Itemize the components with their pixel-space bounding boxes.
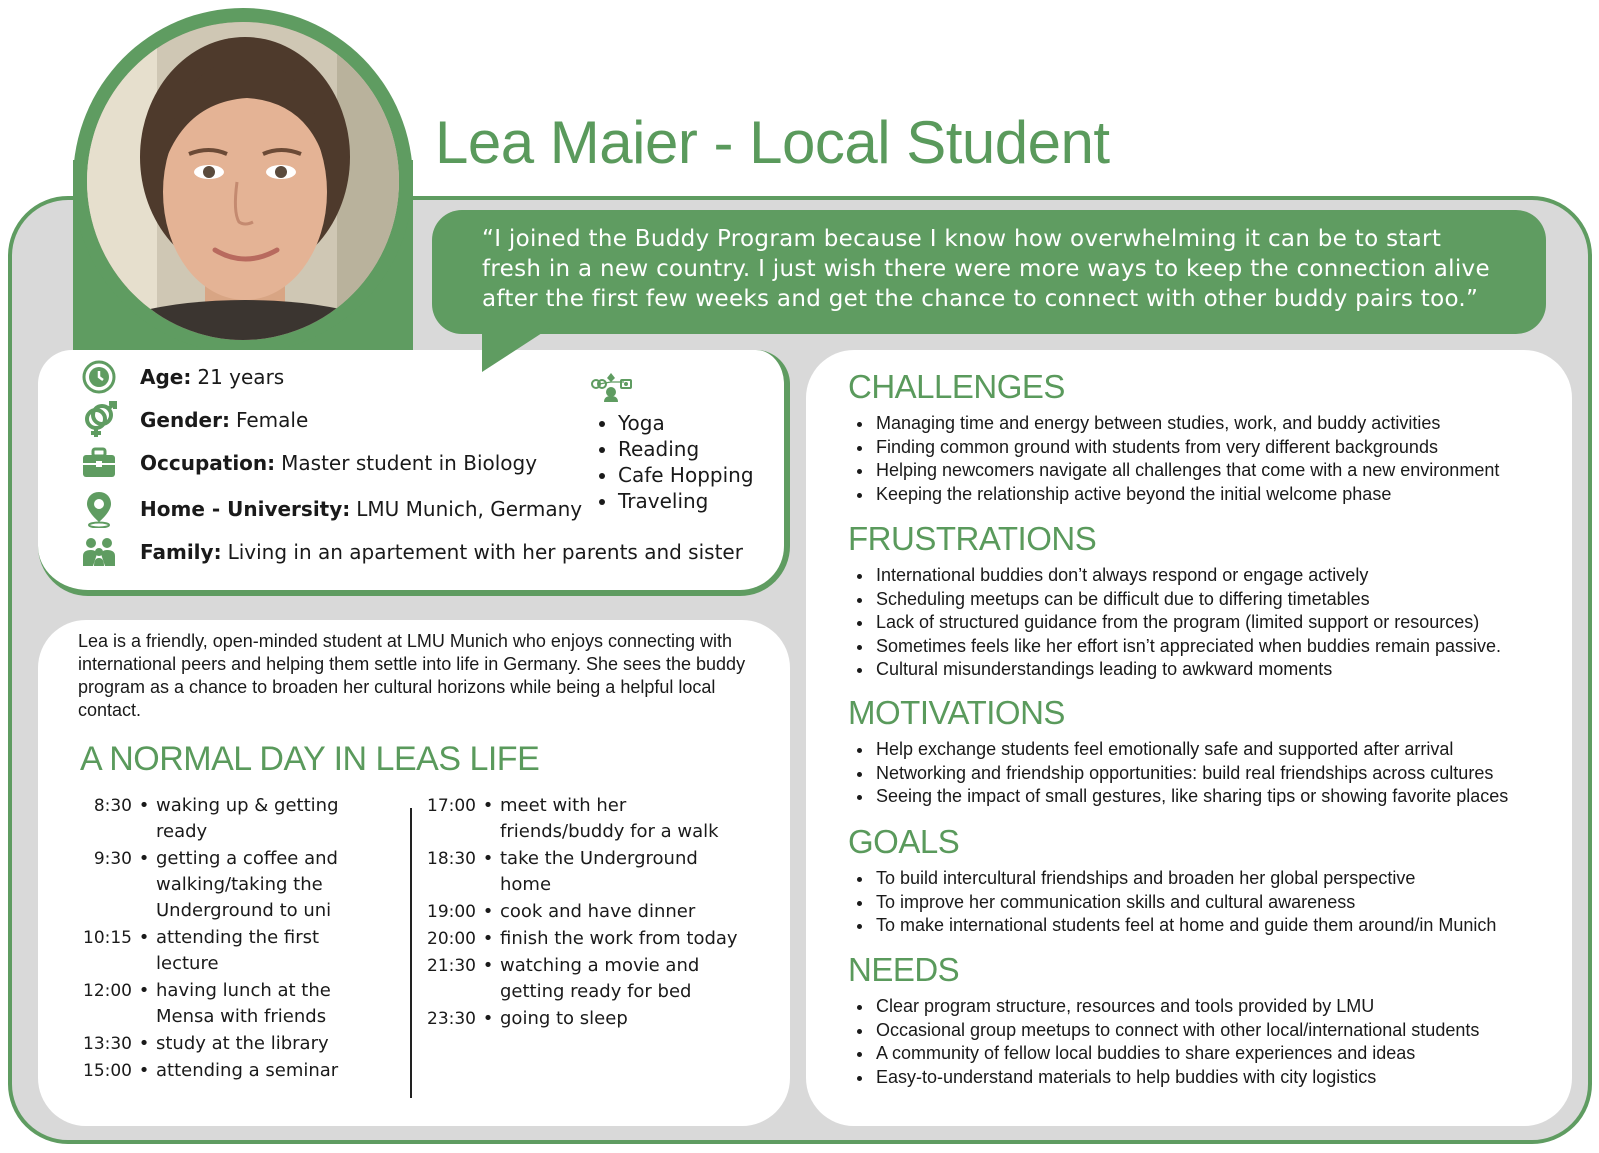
schedule-activity: finish the work from today bbox=[500, 928, 738, 949]
goal-item: • To build intercultural friendships and broaden her global perspective bbox=[874, 867, 1496, 891]
challenges-list bbox=[852, 412, 1499, 506]
info-occupation bbox=[80, 444, 537, 482]
day-heading: A NORMAL DAY IN LEAS LIFE bbox=[80, 740, 540, 778]
schedule-time: 18:30 bbox=[427, 849, 476, 869]
schedule-activity: watching a movie and getting ready for bed bbox=[500, 955, 700, 1002]
schedule-time: 13:30 bbox=[83, 1034, 132, 1054]
schedule-time: 9:30 bbox=[93, 849, 132, 869]
motivations-list bbox=[852, 738, 1508, 809]
schedule-time: 20:00 bbox=[427, 929, 476, 949]
schedule-row: 10:15 • attending the first lecture bbox=[80, 925, 380, 977]
gender-icon bbox=[80, 401, 118, 439]
need-item: • Easy-to-understand materials to help buddies with city logistics bbox=[874, 1066, 1479, 1090]
schedule-time: 8:30 bbox=[93, 796, 132, 816]
hobby-item: • Traveling bbox=[618, 488, 754, 514]
schedule-row: 15:00 • attending a seminar bbox=[80, 1058, 380, 1084]
need-item: • A community of fellow local buddies to share experiences and ideas bbox=[874, 1042, 1479, 1066]
frustration-item: • Sometimes feels like her effort isn’t appreciated when buddies remain passive. bbox=[874, 635, 1501, 659]
frustration-item: • Lack of structured guidance from the program (limited support or resources) bbox=[874, 611, 1501, 635]
goals-list bbox=[852, 867, 1496, 938]
hobby-item: • Reading bbox=[618, 436, 754, 462]
schedule-column-left bbox=[80, 793, 380, 1085]
hobbies-icon bbox=[590, 372, 632, 406]
schedule-time: 17:00 bbox=[427, 796, 476, 816]
avatar bbox=[87, 22, 399, 340]
schedule-time: 15:00 bbox=[83, 1061, 132, 1081]
schedule-row: 9:30 • getting a coffee and walking/taking the Underground to uni bbox=[80, 846, 380, 924]
occupation-value: Master student in Biology bbox=[281, 451, 538, 475]
schedule-activity: cook and have dinner bbox=[500, 901, 696, 922]
home-label: Home - University: bbox=[140, 497, 351, 521]
schedule-activity: waking up & getting ready bbox=[156, 795, 339, 842]
family-value: Living in an apartement with her parents and sister bbox=[227, 540, 743, 564]
needs-list bbox=[852, 995, 1479, 1089]
frustrations-list bbox=[852, 564, 1501, 682]
schedule-activity: study at the library bbox=[156, 1033, 329, 1054]
schedule-time: 21:30 bbox=[427, 956, 476, 976]
schedule-row: 19:00 • cook and have dinner bbox=[424, 899, 744, 925]
portrait-image bbox=[87, 22, 399, 340]
schedule-time: 23:30 bbox=[427, 1009, 476, 1029]
location-pin-icon bbox=[80, 490, 118, 528]
schedule-activity: attending a seminar bbox=[156, 1060, 339, 1081]
schedule-activity: having lunch at the Mensa with friends bbox=[156, 980, 331, 1027]
occupation-label: Occupation: bbox=[140, 451, 276, 475]
hobby-list bbox=[598, 410, 754, 514]
schedule-activity: going to sleep bbox=[500, 1008, 628, 1029]
schedule-row: 13:30 • study at the library bbox=[80, 1031, 380, 1057]
motivation-item: • Seeing the impact of small gestures, like sharing tips or showing favorite places bbox=[874, 785, 1508, 809]
schedule-divider bbox=[410, 808, 412, 1098]
schedule-row: 23:30 • going to sleep bbox=[424, 1006, 744, 1032]
goals-heading: GOALS bbox=[848, 823, 960, 860]
gender-label: Gender: bbox=[140, 408, 230, 432]
frustration-item: • International buddies don’t always respond or engage actively bbox=[874, 564, 1501, 588]
motivation-item: • Networking and friendship opportunities: build real friendships across cultures bbox=[874, 762, 1508, 786]
persona-quote: “I joined the Buddy Program because I know how overwhelming it can be to start fresh in a new country. I just wish there were more ways to keep the connection alive after the first few weeks and get the chance to connect with other buddy pairs too.” bbox=[482, 226, 1490, 312]
motivation-item: • Help exchange students feel emotionally safe and supported after arrival bbox=[874, 738, 1508, 762]
schedule-row: 18:30 • take the Underground home bbox=[424, 846, 744, 898]
challenge-item: • Keeping the relationship active beyond the initial welcome phase bbox=[874, 483, 1499, 507]
info-gender bbox=[80, 401, 308, 439]
challenge-item: • Finding common ground with students from very different backgrounds bbox=[874, 436, 1499, 460]
schedule-time: 19:00 bbox=[427, 902, 476, 922]
schedule-activity: attending the first lecture bbox=[156, 927, 320, 974]
age-label: Age: bbox=[140, 365, 192, 389]
family-icon bbox=[80, 533, 118, 571]
schedule-activity: take the Underground home bbox=[500, 848, 698, 895]
frustration-item: • Scheduling meetups can be difficult due to differing timetables bbox=[874, 588, 1501, 612]
goal-item: • To make international students feel at home and guide them around/in Munich bbox=[874, 914, 1496, 938]
schedule-activity: getting a coffee and walking/taking the Underground to uni bbox=[156, 848, 338, 921]
goal-item: • To improve her communication skills and cultural awareness bbox=[874, 891, 1496, 915]
info-age bbox=[80, 358, 284, 396]
quote-bubble-tail bbox=[482, 320, 562, 372]
schedule-row: 17:00 • meet with her friends/buddy for a walk bbox=[424, 793, 744, 845]
family-label: Family: bbox=[140, 540, 222, 564]
clock-icon bbox=[80, 358, 118, 396]
schedule-column-right bbox=[424, 793, 744, 1033]
frustration-item: • Cultural misunderstandings leading to awkward moments bbox=[874, 658, 1501, 682]
hobby-item: • Cafe Hopping bbox=[618, 462, 754, 488]
age-value: 21 years bbox=[197, 365, 285, 389]
challenge-item: • Helping newcomers navigate all challenges that come with a new environment bbox=[874, 459, 1499, 483]
schedule-time: 12:00 bbox=[83, 981, 132, 1001]
schedule-time: 10:15 bbox=[83, 928, 132, 948]
home-value: LMU Munich, Germany bbox=[356, 497, 583, 521]
schedule-row: 12:00 • having lunch at the Mensa with friends bbox=[80, 978, 380, 1030]
schedule-row: 8:30 • waking up & getting ready bbox=[80, 793, 380, 845]
quote-bubble bbox=[432, 210, 1546, 334]
challenge-item: • Managing time and energy between studies, work, and buddy activities bbox=[874, 412, 1499, 436]
motivations-heading: MOTIVATIONS bbox=[848, 694, 1065, 731]
info-home bbox=[80, 490, 582, 528]
challenges-heading: CHALLENGES bbox=[848, 368, 1065, 405]
bio-text: Lea is a friendly, open-minded student at LMU Munich who enjoys connecting with international peers and helping them settle into life in Germany. She sees the buddy program as a chance to broaden her cultural horizons while being a helpful local contact. bbox=[78, 631, 746, 720]
schedule-activity: meet with her friends/buddy for a walk bbox=[500, 795, 719, 842]
page-title: Lea Maier - Local Student bbox=[435, 109, 1110, 176]
briefcase-icon bbox=[80, 444, 118, 482]
schedule-row: 20:00 • finish the work from today bbox=[424, 926, 744, 952]
need-item: • Occasional group meetups to connect with other local/international students bbox=[874, 1019, 1479, 1043]
schedule-row: 21:30 • watching a movie and getting ready for bed bbox=[424, 953, 744, 1005]
info-family bbox=[80, 533, 743, 571]
frustrations-heading: FRUSTRATIONS bbox=[848, 520, 1097, 557]
hobby-item: • Yoga bbox=[618, 410, 754, 436]
needs-heading: NEEDS bbox=[848, 951, 960, 988]
gender-value: Female bbox=[235, 408, 309, 432]
need-item: • Clear program structure, resources and tools provided by LMU bbox=[874, 995, 1479, 1019]
